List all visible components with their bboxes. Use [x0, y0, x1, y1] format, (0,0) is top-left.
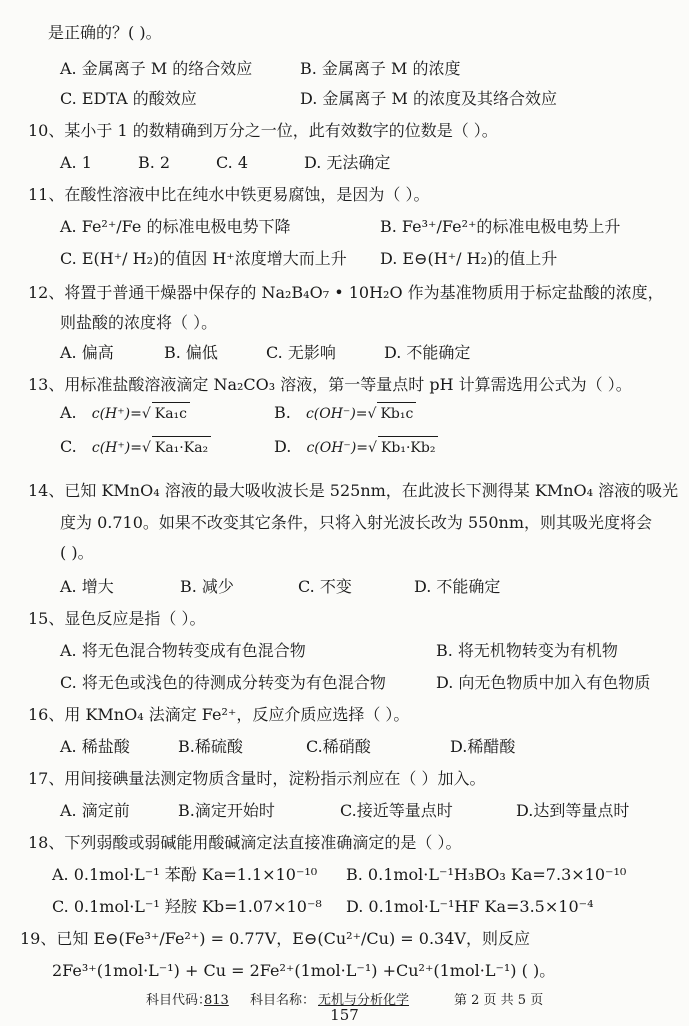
q10-option-c: C. 4 [216, 153, 249, 172]
q13-option-d-radicand: Kb₁·Kb₂ [378, 436, 439, 459]
q14-stem-paren: ( )。 [60, 543, 94, 562]
q13-option-b-label: B. [274, 403, 291, 422]
q18-option-a: A. 0.1mol·L⁻¹ 苯酚 Ka=1.1×10⁻¹⁰ [52, 865, 318, 884]
q10-option-a: A. 1 [60, 153, 92, 172]
q10-stem: 10、某小于 1 的数精确到万分之一位，此有效数字的位数是（ ）。 [28, 121, 498, 140]
subject-name-label: 科目名称： [250, 993, 316, 1008]
q13-option-c: C. c(H⁺)=√ Ka₁·Ka₂ [60, 436, 211, 459]
q13-option-c-label: C. [60, 437, 77, 456]
q12-option-b: B. 偏低 [164, 343, 218, 362]
q17-option-a: A. 滴定前 [60, 801, 130, 820]
q14-stem: 14、已知 KMnO₄ 溶液的最大吸收波长是 525nm，在此波长下测得某 KMnO₄ 溶液的吸光 [28, 481, 679, 500]
page-info: 第 2 页 共 5 页 [454, 993, 544, 1008]
q13-option-a-label: A. [60, 403, 77, 422]
q12-option-a: A. 偏高 [60, 343, 114, 362]
q10-option-d: D. 无法确定 [304, 153, 391, 172]
q17-option-c: C.接近等量点时 [340, 801, 453, 820]
q13-option-b: B. c(OH⁻)=√ Kb₁c [274, 402, 416, 425]
q13-stem: 13、用标准盐酸溶液滴定 Na₂CO₃ 溶液，第一等量点时 pH 计算需选用公式为（ ）。 [28, 375, 632, 394]
q16-stem: 16、用 KMnO₄ 法滴定 Fe²⁺，反应介质应选择（ ）。 [28, 705, 410, 724]
q19-reaction: 2Fe³⁺(1mol·L⁻¹) + Cu = 2Fe²⁺(1mol·L⁻¹) +Cu²⁺(1mol·L⁻¹) ( )。 [52, 961, 556, 980]
q13-option-d-label: D. [274, 437, 292, 456]
q11-option-d: D. E⊖(H⁺/ H₂)的值上升 [380, 249, 558, 268]
q13-option-a-radicand: Ka₁c [152, 402, 190, 425]
q14-option-d: D. 不能确定 [414, 577, 501, 596]
q10-option-b: B. 2 [138, 153, 171, 172]
q17-stem: 17、用间接碘量法测定物质含量时，淀粉指示剂应在（ ）加入。 [28, 769, 486, 788]
q13-option-b-radicand: Kb₁c [377, 402, 416, 425]
subject-name-value: 无机与分析化学 [318, 993, 410, 1008]
q9-option-b: B. 金属离子 M 的浓度 [300, 59, 461, 78]
q18-option-c: C. 0.1mol·L⁻¹ 羟胺 Kb=1.07×10⁻⁸ [52, 897, 322, 916]
q17-option-d: D.达到等量点时 [516, 801, 630, 820]
subject-code-value: 813 [204, 993, 229, 1008]
q15-option-a: A. 将无色混合物转变成有色混合物 [60, 641, 306, 660]
q14-option-a: A. 增大 [60, 577, 114, 596]
q16-option-c: C.稀硝酸 [306, 737, 371, 756]
q18-option-d: D. 0.1mol·L⁻¹HF Ka=3.5×10⁻⁴ [346, 897, 594, 916]
q13-option-c-lhs: c(H⁺)= [91, 440, 142, 456]
q13-option-d: D. c(OH⁻)=√ Kb₁·Kb₂ [274, 436, 438, 459]
q11-option-b: B. Fe³⁺/Fe²⁺的标准电极电势上升 [380, 217, 621, 236]
q12-option-c: C. 无影响 [266, 343, 336, 362]
q9-option-a: A. 金属离子 M 的络合效应 [60, 59, 253, 78]
q13-option-b-lhs: c(OH⁻)= [305, 406, 368, 422]
q19-stem: 19、已知 E⊖(Fe³⁺/Fe²⁺) = 0.77V，E⊖(Cu²⁺/Cu) = 0.34V，则反应 [20, 929, 530, 948]
subject-code-label: 科目代码： [146, 993, 212, 1008]
q9-continuation: 是正确的？( )。 [48, 23, 162, 42]
q13-option-a: A. c(H⁺)=√ Ka₁c [60, 402, 190, 425]
q13-option-a-lhs: c(H⁺)= [91, 406, 142, 422]
q12-stem: 12、将置于普通干燥器中保存的 Na₂B₄O₇ • 10H₂O 作为基准物质用于标定盐酸的浓度， [28, 283, 664, 302]
q17-option-b: B.滴定开始时 [178, 801, 275, 820]
q16-option-b: B.稀硫酸 [178, 737, 243, 756]
q12-option-d: D. 不能确定 [384, 343, 471, 362]
q15-option-d: D. 向无色物质中加入有色物质 [436, 673, 651, 692]
q15-option-b: B. 将无机物转变为有机物 [436, 641, 618, 660]
q13-option-d-lhs: c(OH⁻)= [306, 440, 369, 456]
q11-stem: 11、在酸性溶液中比在纯水中铁更易腐蚀，是因为（ ）。 [28, 185, 430, 204]
q11-option-a: A. Fe²⁺/Fe 的标准电极电势下降 [60, 217, 291, 236]
q15-stem: 15、显色反应是指（ ）。 [28, 609, 206, 628]
q15-option-c: C. 将无色或浅色的待测成分转变为有色混合物 [60, 673, 386, 692]
q14-option-b: B. 减少 [180, 577, 234, 596]
q9-option-d: D. 金属离子 M 的浓度及其络合效应 [300, 89, 557, 108]
q18-stem: 18、下列弱酸或弱碱能用酸碱滴定法直接准确滴定的是（ ）。 [28, 833, 462, 852]
q11-option-c: C. E(H⁺/ H₂)的值因 H⁺浓度增大而上升 [60, 249, 347, 268]
q16-option-a: A. 稀盐酸 [60, 737, 130, 756]
page-stamp-number: 157 [330, 1006, 359, 1024]
q14-option-c: C. 不变 [298, 577, 352, 596]
q9-option-c: C. EDTA 的酸效应 [60, 89, 197, 108]
q16-option-d: D.稀醋酸 [450, 737, 516, 756]
q13-option-c-radicand: Ka₁·Ka₂ [152, 436, 211, 459]
q12-stem-cont: 则盐酸的浓度将（ ）。 [60, 313, 218, 332]
q18-option-b: B. 0.1mol·L⁻¹H₃BO₃ Ka=7.3×10⁻¹⁰ [346, 865, 627, 884]
q14-stem-cont: 度为 0.710。如果不改变其它条件，只将入射光波长改为 550nm，则其吸光度将会 [60, 513, 652, 532]
